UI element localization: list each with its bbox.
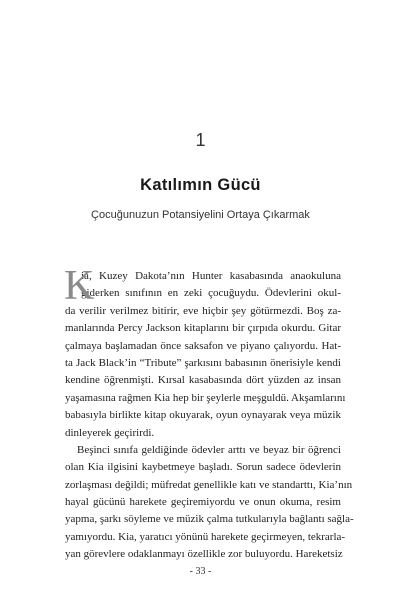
text-line: yapma, şarkı söyleme ve müzik çalma tutkularıyla bağlantı sağla-	[65, 513, 354, 526]
chapter-title: Katılımın Gücü	[140, 176, 261, 194]
page-number: - 33 -	[189, 566, 212, 577]
text-line: hayal gücünü harekete geçiremiyordu ve onun okuma, resim	[65, 496, 341, 509]
text-line: da verilir verilmez bitirir, eve hiçbir şey götürmezdi. Boş za-	[65, 304, 341, 317]
text-line: dinleyerek geçirirdi.	[65, 426, 155, 439]
text-line: yan görevlere odaklanmayı özellikle zor buluyordu. Hareketsiz	[65, 548, 343, 561]
text-line: Beşinci sınıfa geldiğinde ödevler arttı ve beyaz bir öğrenci	[77, 443, 341, 456]
text-line: çalmaya başlamadan önce saksafon ve piyano çalıyordu. Hat-	[65, 339, 341, 352]
chapter-subtitle: Çocuğunuzun Potansiyelini Ortaya Çıkarmak	[91, 209, 310, 221]
text-line: yaşamasına rağmen Kia hep bir şeylerle meşguldü. Akşamlarını	[65, 391, 346, 404]
text-line: olan Kia ilgisini kaybetmeye başladı. Sorun sadece ödevlerin	[65, 461, 341, 474]
text-line: giderken sınıfının en zeki çocuğuydu. Ödevlerini okul-	[81, 287, 341, 300]
drop-cap: K	[64, 263, 95, 309]
text-line: babasıyla birlikte kitap okuyarak, oyun oynayarak veya müzik	[65, 409, 341, 422]
text-line: yamıyordu. Kia, yaratıcı yönünü harekete geçirmeyen, tekrarla-	[65, 530, 346, 543]
text-line: manlarında Percy Jackson kitaplarını bir çırpıda okurdu. Gitar	[65, 322, 341, 335]
text-line: ta Jack Black’in “Tribute” şarkısını babasının önerisiyle kendi	[65, 356, 341, 369]
body-text	[64, 263, 354, 564]
text-line: ia, Kuzey Dakota’nın Hunter kasabasında anaokuluna	[81, 270, 341, 282]
text-line: kendine öğrenmişti. Kırsal kasabasında dört yüzden az insan	[65, 374, 341, 387]
chapter-number: 1	[195, 130, 206, 150]
text-line: zorlaşması değildi; müfredat genellikle katı ve standarttı, Kia’nın	[65, 478, 353, 491]
